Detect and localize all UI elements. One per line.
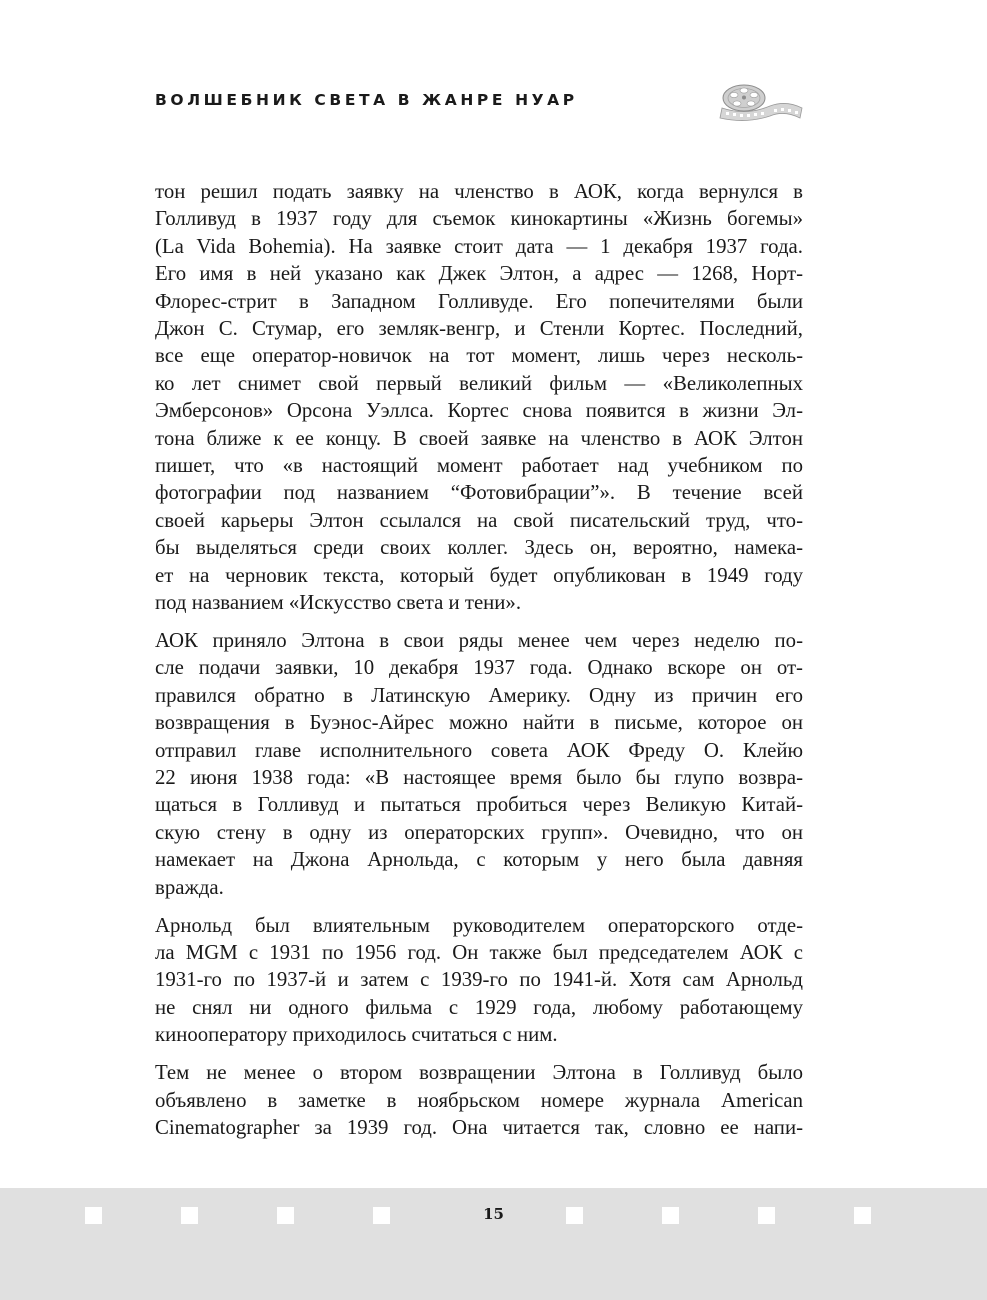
paragraph-4 (155, 1059, 803, 1141)
text-line: не снял ни одного фильма с 1929 года, любому работающему (155, 995, 803, 1019)
paragraph-3 (155, 912, 803, 1049)
text-line: отправил главе исполнительного совета АОК Фреду О. Клейю (155, 738, 803, 762)
text-line: 1931-го по 1937-й и затем с 1939-го по 1941-й. Хотя сам Арнольд (155, 968, 803, 992)
text-line: возвращения в Буэнос-Айрес можно найти в письме, которое он (155, 711, 803, 735)
text-line: сле подачи заявки, 10 декабря 1937 года. Однако вскоре он от- (155, 656, 803, 680)
text-line: ет на черновик текста, который будет опубликован в 1949 году (155, 563, 803, 587)
text-line: бы выделяться среди своих коллег. Здесь он, вероятно, намека- (155, 536, 803, 560)
text-line: кинооператору приходилось считаться с ним. (155, 1023, 558, 1047)
text-line: под названием «Искусство света и тени». (155, 591, 522, 615)
text-line: Флорес-стрит в Западном Голливуде. Его попечителями были (155, 289, 803, 313)
text-line: объявлено в заметке в ноябрьском номере журнала American (155, 1088, 803, 1112)
footer-band (0, 1188, 987, 1300)
text-line: (La Vida Bohemia). На заявке стоит дата — 1 декабря 1937 года. (155, 234, 803, 258)
text-line: 22 июня 1938 года: «В настоящее время было бы глупо возвра- (155, 766, 803, 790)
text-line: Голливуд в 1937 году для съемок кинокартины «Жизнь богемы» (155, 207, 803, 231)
text-line: фотографии под названием “Фотовибрации”». В течение всей (155, 481, 803, 505)
paragraph-2 (155, 627, 803, 901)
running-head: ВОЛШЕБНИК СВЕТА В ЖАНРЕ НУАР (155, 91, 578, 109)
text-line: Cinematographer за 1939 год. Она читается так, словно ее напи- (155, 1115, 803, 1139)
text-line: тона ближе к ее концу. В своей заявке на членство в АОК Элтон (155, 426, 803, 450)
text-line: правился обратно в Латинскую Америку. Одну из причин его (155, 683, 803, 707)
text-line: все еще оператор-новичок на тот момент, лишь через несколь- (155, 344, 803, 368)
body-text (155, 178, 803, 1152)
text-line: Джон С. Стумар, его земляк-венгр, и Стенли Кортес. Последний, (155, 317, 803, 341)
paragraph-1 (155, 178, 803, 617)
text-line: Тем не менее о втором возвращении Элтона в Голливуд было (155, 1061, 803, 1085)
text-line: щаться в Голливуд и пытаться пробиться через Великую Китай- (155, 793, 803, 817)
text-line: намекает на Джона Арнольда, с которым у него была давняя (155, 848, 803, 872)
text-line: скую стену в одну из операторских групп». Очевидно, что он (155, 820, 803, 844)
film-reel-icon (716, 82, 804, 122)
text-line: тон решил подать заявку на членство в АОК, когда вернулся в (155, 180, 803, 203)
text-line: вражда. (155, 875, 224, 899)
text-line: Его имя в ней указано как Джек Элтон, а адрес — 1268, Норт- (155, 262, 803, 286)
text-line: ла MGM с 1931 по 1956 год. Он также был председателем АОК с (155, 940, 803, 964)
text-line: ко лет снимет свой первый великий фильм — «Великолепных (155, 371, 803, 395)
text-line: Арнольд был влиятельным руководителем операторского отде- (155, 913, 803, 937)
text-line: Эмберсонов» Орсона Уэллса. Кортес снова появится в жизни Эл- (155, 399, 803, 423)
text-line: своей карьеры Элтон ссылался на свой писательский труд, что- (155, 508, 803, 532)
text-line: пишет, что «в настоящий момент работает над учебником по (155, 454, 803, 478)
text-line: АОК приняло Элтона в свои ряды менее чем через неделю по- (155, 629, 803, 652)
page-number: 15 (483, 1205, 504, 1223)
